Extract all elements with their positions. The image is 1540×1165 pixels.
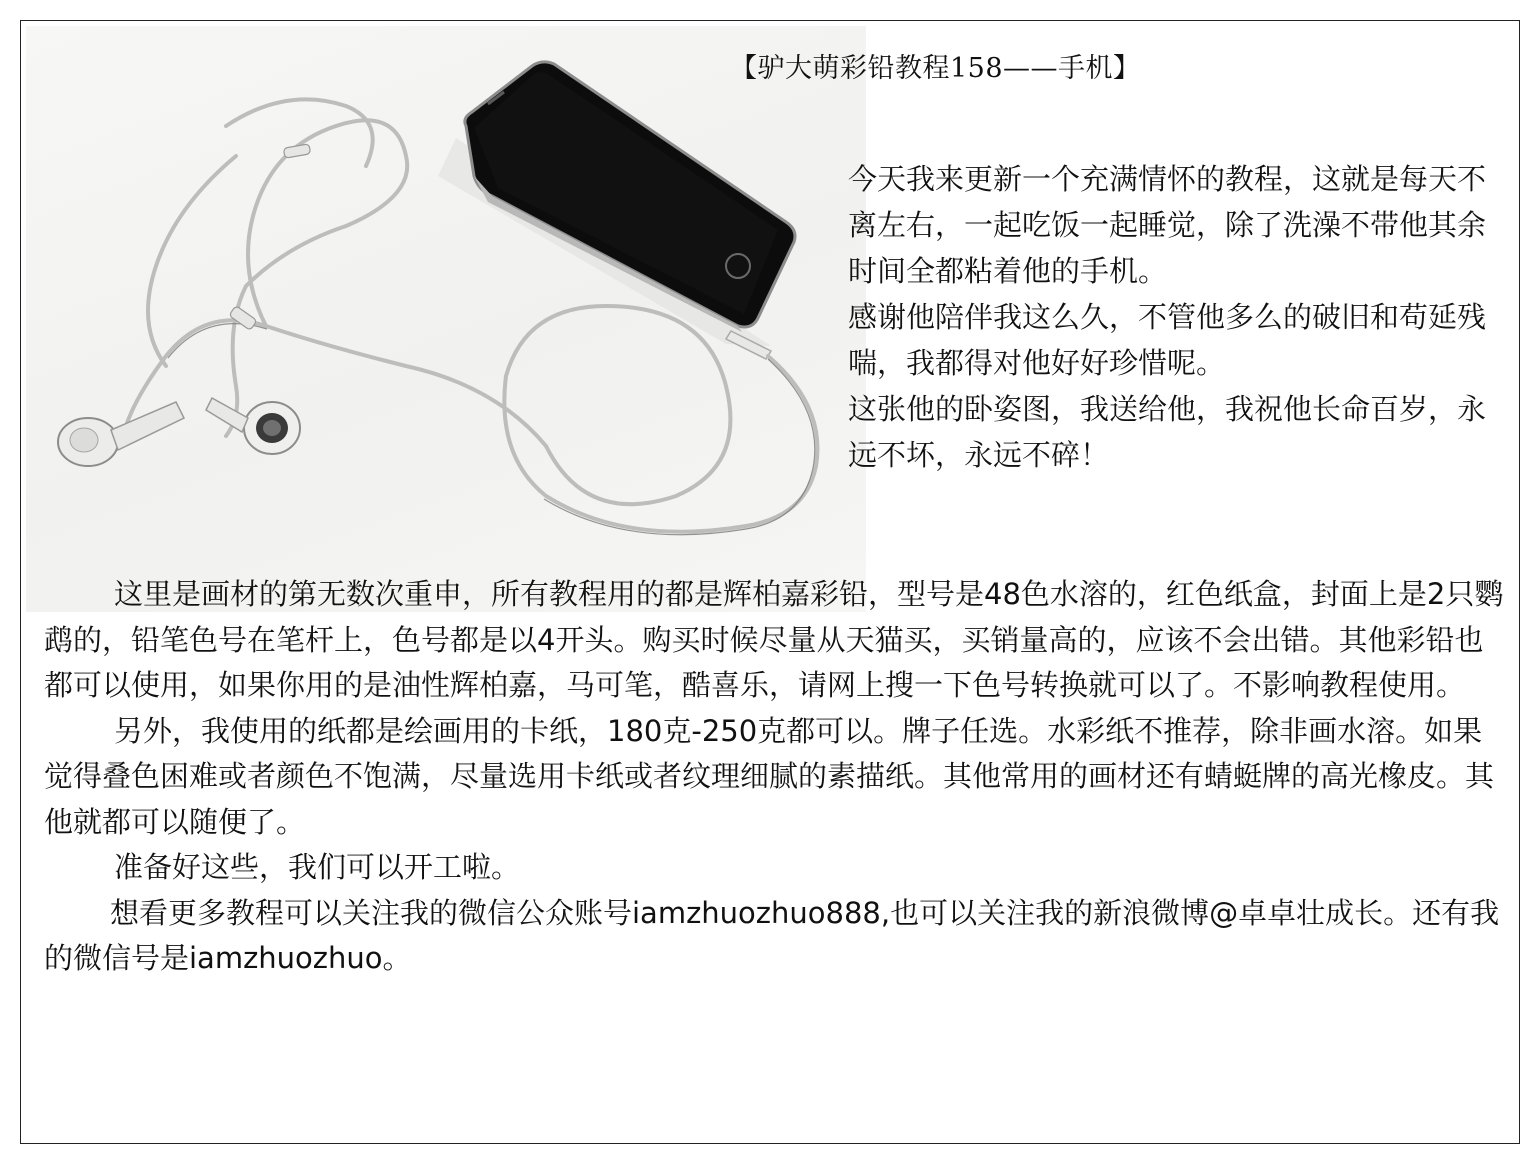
paragraph-ready: 准备好这些，我们可以开工啦。 xyxy=(114,850,521,884)
paragraph-follow: 想看更多教程可以关注我的微信公众账号iamzhuozhuo888,也可以关注我的新浪微博@卓卓壮成长。还有我的微信号是iamzhuozhuo。 xyxy=(44,895,1500,975)
paragraph-paper: 另外，我使用的纸都是绘画用的卡纸，180克-250克都可以。牌子任选。水彩纸不推荐，除非画水溶。如果觉得叠色困难或者颜色不饱满，尽量选用卡纸或者纹理细腻的素描纸。其他常用的画材还有蜻蜓牌的高光橡皮。其他就都可以随便了。 xyxy=(44,713,1495,839)
earbud-left xyxy=(58,402,184,466)
phone-earphones-illustration xyxy=(26,26,866,612)
phone xyxy=(465,62,795,332)
intro-line: 感谢他陪伴我这么久，不管他多么的破旧和苟延残喘，我都得对他好好珍惜呢。 xyxy=(848,300,1487,380)
earbud-right xyxy=(206,398,300,454)
intro-text xyxy=(848,156,1498,478)
paragraph-materials: 这里是画材的第无数次重申，所有教程用的都是辉柏嘉彩铅，型号是48色水溶的，红色纸盒，封面上是2只鹦鹉的，铅笔色号在笔杆上，色号都是以4开头。购买时候尽量从天猫买，买销量高的，应该不会出错。其他彩铅也都可以使用，如果你用的是油性辉柏嘉，马可笔，酷喜乐，请网上搜一下色号转换就可以了。不影响教程使用。 xyxy=(44,577,1504,702)
intro-line: 今天我来更新一个充满情怀的教程，这就是每天不离左右，一起吃饭一起睡觉，除了洗澡不带他其余时间全都粘着他的手机。 xyxy=(848,162,1487,288)
intro-line: 这张他的卧姿图，我送给他，我祝他长命百岁，永远不坏，永远不碎！ xyxy=(848,392,1487,472)
page-title: 【驴大萌彩铅教程158——手机】 xyxy=(730,53,1141,84)
body-text xyxy=(44,572,1506,982)
